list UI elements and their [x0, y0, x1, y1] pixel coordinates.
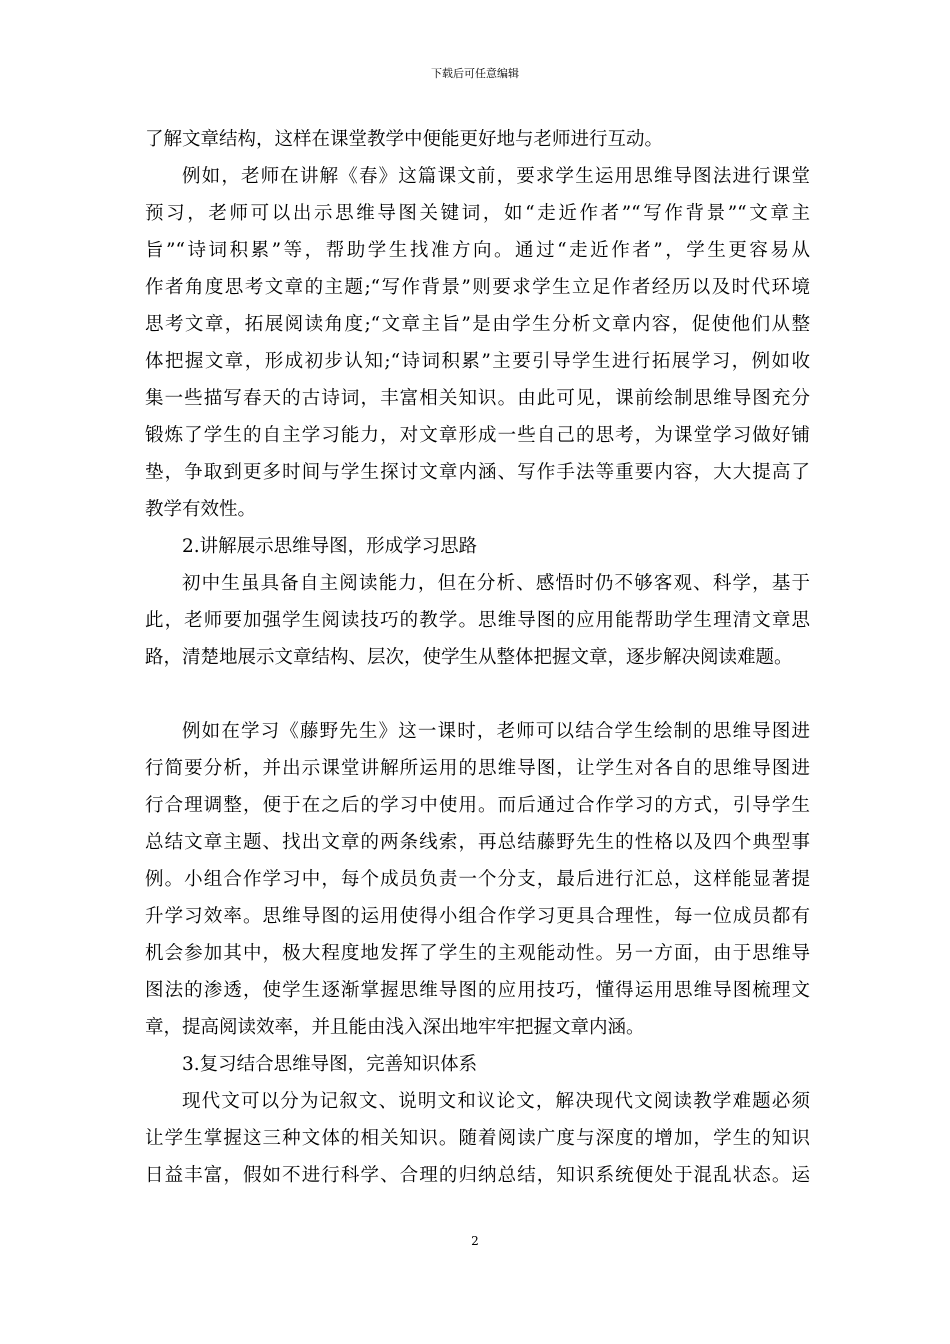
- text-line: 行合理调整，便于在之后的学习中使用。而后通过合作学习的方式，引导学生: [145, 795, 810, 816]
- text-line: 日益丰富，假如不进行科学、合理的归纳总结，知识系统便处于混乱状态。运: [145, 1165, 810, 1186]
- section-heading: 2.讲解展示思维导图，形成学习思路: [182, 536, 478, 557]
- text-line: 体把握文章，形成初步认知;“诗词积累”主要引导学生进行拓展学习，例如收: [145, 351, 810, 372]
- paragraph: [145, 158, 810, 528]
- text-line: 现代文可以分为记叙文、说明文和议论文，解决现代文阅读教学难题必须: [182, 1091, 810, 1112]
- text-line: 教学有效性。: [145, 499, 257, 520]
- text-line: 思考文章，拓展阅读角度;“文章主旨”是由学生分析文章内容，促使他们从整: [145, 314, 810, 335]
- page-number: 2: [471, 1234, 479, 1248]
- text-line: 垫，争取到更多时间与学生探讨文章内涵、写作手法等重要内容，大大提高了: [145, 462, 810, 483]
- text-line: 例如在学习《藤野先生》这一课时，老师可以结合学生绘制的思维导图进: [182, 721, 810, 742]
- page-header: 下载后可任意编辑: [431, 67, 519, 80]
- text-line: 图法的渗透，使学生逐渐掌握思维导图的应用技巧，懂得运用思维导图梳理文: [145, 980, 810, 1001]
- text-line: 章，提高阅读效率，并且能由浅入深出地牢牢把握文章内涵。: [145, 1017, 645, 1038]
- text-line: 旨”“诗词积累”等，帮助学生找准方向。通过“走近作者”，学生更容易从: [145, 240, 810, 261]
- text-line: 机会参加其中，极大程度地发挥了学生的主观能动性。另一方面，由于思维导: [145, 943, 810, 964]
- text-line: 预习，老师可以出示思维导图关键词，如“走近作者”“写作背景”“文章主: [145, 203, 810, 224]
- text-line: 作者角度思考文章的主题;“写作背景”则要求学生立足作者经历以及时代环境: [145, 277, 810, 298]
- text-line: 例。小组合作学习中，每个成员负责一个分支，最后进行汇总，这样能显著提: [145, 869, 810, 890]
- text-line: 让学生掌握这三种文体的相关知识。随着阅读广度与深度的增加，学生的知识: [145, 1128, 810, 1149]
- paragraph-spacer: [145, 676, 810, 713]
- section-heading: 3.复习结合思维导图，完善知识体系: [182, 1054, 478, 1075]
- text-line: 集一些描写春天的古诗词，丰富相关知识。由此可见，课前绘制思维导图充分: [145, 388, 810, 409]
- text-line: 例如，老师在讲解《春》这篇课文前，要求学生运用思维导图法进行课堂: [182, 166, 810, 187]
- text-line: 行简要分析，并出示课堂讲解所运用的思维导图，让学生对各自的思维导图进: [145, 758, 810, 779]
- text-line: 升学习效率。思维导图的运用使得小组合作学习更具合理性，每一位成员都有: [145, 906, 810, 927]
- paragraph: [145, 713, 810, 1046]
- text-line: 初中生虽具备自主阅读能力，但在分析、感悟时仍不够客观、科学，基于: [182, 573, 810, 594]
- text-line: 锻炼了学生的自主学习能力，对文章形成一些自己的思考，为课堂学习做好铺: [145, 425, 810, 446]
- text-line: 了解文章结构，这样在课堂教学中便能更好地与老师进行互动。: [145, 129, 664, 150]
- document-body: [145, 121, 810, 1194]
- text-line: 路，清楚地展示文章结构、层次，使学生从整体把握文章，逐步解决阅读难题。: [145, 647, 793, 668]
- paragraph: [145, 121, 810, 158]
- paragraph: [145, 1083, 810, 1194]
- text-line: 总结文章主题、找出文章的两条线索，再总结藤野先生的性格以及四个典型事: [145, 832, 810, 853]
- text-line: 此，老师要加强学生阅读技巧的教学。思维导图的应用能帮助学生理清文章思: [145, 610, 810, 631]
- paragraph: [145, 565, 810, 676]
